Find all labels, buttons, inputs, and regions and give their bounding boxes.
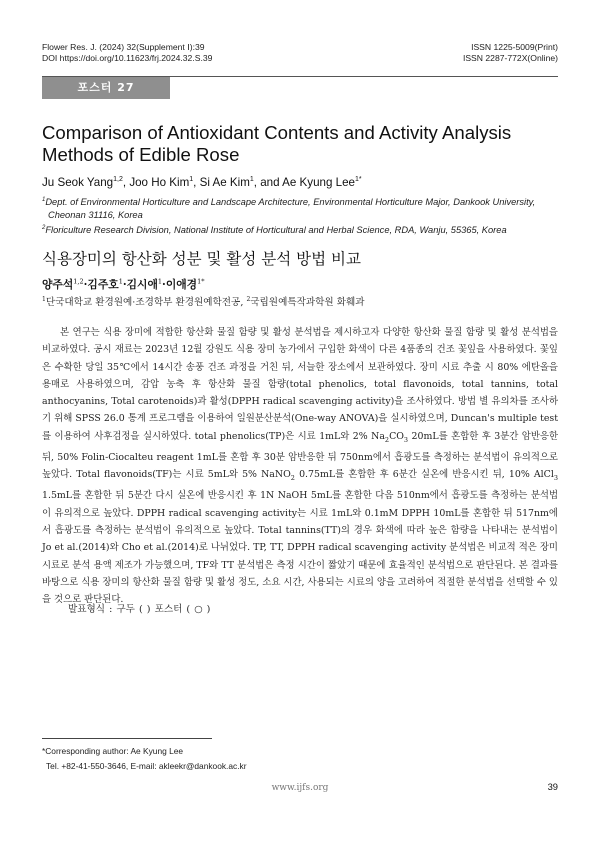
- subscript: 3: [403, 435, 409, 444]
- author-affil-mark: 1: [157, 277, 163, 286]
- author-name-ko: 김시애: [126, 278, 158, 291]
- korean-affiliations: [42, 294, 365, 308]
- affil-text-ko: 국립원예특작과학원 화훼과: [250, 297, 365, 308]
- author-connector: ,: [193, 176, 200, 189]
- author-sep: ·: [83, 278, 88, 291]
- abstract-text: CO: [389, 430, 404, 442]
- affil-text: Floriculture Research Division, National Institute of Horticultural and Herbal Science, RDA, Wanju, 55365, Korea: [45, 225, 507, 236]
- issn-header: [463, 42, 558, 64]
- author-affil-mark: 1,2: [73, 277, 84, 286]
- subscript: 2: [384, 435, 390, 444]
- affil-text-cont: Cheonan 31116, Korea: [48, 210, 143, 221]
- author-affil-mark: 1: [118, 277, 123, 286]
- affil-text-ko: 단국대학교 환경원예·조경학부 환경원예학전공,: [45, 297, 247, 308]
- contact-info: Tel. +82-41-550-3646, E-mail: akleekr@dankook.ac.kr: [46, 761, 247, 771]
- english-authors: [42, 176, 362, 189]
- corresponding-author: *Corresponding author: Ae Kyung Lee: [42, 746, 184, 756]
- author-name-ko: 이애경: [165, 278, 198, 291]
- author-affil-mark: 1*: [354, 176, 362, 184]
- journal-citation: Flower Res. J. (2024) 32(Supplement Ⅰ):39: [42, 42, 205, 52]
- affil-mark: 2: [246, 295, 251, 303]
- journal-header: [42, 42, 212, 64]
- poster-number-banner: 포스터 27: [42, 77, 170, 99]
- affiliation-1: [42, 194, 558, 222]
- author-affil-mark: 1: [189, 176, 194, 184]
- affiliation-2: [42, 222, 558, 237]
- author-name: Ju Seok Yang: [42, 176, 114, 189]
- abstract-text: 1.5mL를 혼합한 뒤 5분간 다시 실온에 반응시킨 후 1N NaOH 5mL를 혼합한 다음 510nm에서 흡광도를 측정하는 분석법이 유의적으로 높았다. DPPH radical scavenging activity는 시료 1mL와 0.1mM DPPH 10mL를 혼합한 뒤 517nm에서 흡광도를 측정하는 분석법이 유의적으로 높았다. Total tannins(TT)의 경우 화색에 따라 높은 함량을 나타내는 분석법이 Jo et al.(2014)와 Cho et al.(2014)로 나뉘었다. TP, TT, DPPH radical scavenging activity 분석법은 비교적 적은 장미 시료로 분석 용액 제조가 가능했으며, TF와 TT 분석법은 측정 시간이 짧았기 때문에 효율적인 분석법으로 판단된다. 본 결과를 바탕으로 식용 장미의 항산화 물질 함량 및 활성 정도, 소요 시간, 사용되는 시료의 양을 고려하여 적절한 분석법을 선택할 수 있을 것으로 판단된다.: [42, 490, 558, 606]
- author-sep: ·: [122, 278, 127, 291]
- author-name: Joo Ho Kim: [129, 176, 190, 189]
- abstract-text: 0.75mL를 혼합한 후 6분간 실온에 반응시킨 뒤, 10% AlCl: [294, 469, 554, 481]
- subscript: 2: [290, 474, 295, 483]
- author-name: Si Ae Kim: [199, 176, 250, 189]
- affil-mark: 1: [42, 197, 46, 203]
- author-affil-mark: 1*: [197, 277, 205, 286]
- author-affil-mark: 1: [249, 176, 254, 184]
- affil-text: Dept. of Environmental Horticulture and Landscape Architecture, Environmental Horticulture Major, Dankook University,: [45, 197, 536, 208]
- abstract-text: 20mL를 혼합한 후 3분간 암반응한 뒤, 50% Folin-Ciocalteu reagent 1mL를 혼합 후 30분 암반응한 뒤 750nm에서 흡광도를 측정하는 분석법이 유의적으로 높았다. Total flavonoids(TF)는 시료 5mL와 5% NaNO: [42, 430, 558, 481]
- abstract-text: 본 연구는 식용 장미에 적합한 항산화 물질 함량 및 활성 분석법을 제시하고자 다양한 항산화 물질 함량 및 활성 분석법을 비교하였다. 공시 재료는 2023년 12월 강원도 식용 장미 농가에서 구입한 화색이 다른 4품종의 건조 꽃잎을 사용하였다. 꽃잎은 수확한 당일 35℃에서 14시간 송풍 건조 과정을 거친 뒤, 서늘한 장소에서 보관하였다. 장미 시료 추출 시 80% 에탄올을 용매로 사용하였으며, 감압 농축 후 항산화 물질 함량(total phenolics, total flavonoids, total tannins, total anthocyanins, Total carotenoids)과 활성(DPPH radical scavenging activity)을 조사하였다. 방법 별 유의차를 조사하기 위해 SPSS 26.0 통계 프로그램을 이용하여 일원분산분석(One-way ANOVA)을 실시하였으며, Duncan's multiple test를 이용하여 사후검정을 실시하였다. total phenolics(TP)은 시료 1mL와 2% Na: [42, 327, 558, 442]
- footnote-rule: [42, 738, 212, 739]
- affil-mark: 1: [42, 295, 46, 303]
- presentation-format: 발표형식 : 구두 ( ) 포스터 ( ○ ): [68, 604, 211, 615]
- doi-link[interactable]: DOI https://doi.org/10.11623/frj.2024.32.S.39: [42, 53, 213, 63]
- author-connector: , and: [253, 176, 283, 189]
- journal-website[interactable]: www.ijfs.org: [271, 783, 329, 793]
- corresponding-author-footnote: [42, 744, 247, 774]
- page-number: 39: [547, 781, 558, 792]
- author-name: Ae Kyung Lee: [282, 176, 355, 189]
- author-sep: ·: [162, 278, 166, 291]
- english-affiliations: [42, 194, 558, 237]
- abstract-body: [42, 324, 558, 609]
- korean-title: 식용장미의 항산화 성분 및 활성 분석 방법 비교: [42, 250, 361, 268]
- author-connector: ,: [122, 176, 130, 189]
- english-title: Comparison of Antioxidant Contents and Activity Analysis Methods of Edible Rose: [42, 122, 512, 165]
- korean-authors: [42, 277, 205, 292]
- author-name-ko: 양주석: [42, 278, 74, 291]
- issn-online: ISSN 2287-772X(Online): [462, 53, 558, 63]
- subscript: 3: [553, 474, 558, 483]
- author-name-ko: 김주호: [87, 278, 119, 291]
- author-affil-mark: 1,2: [113, 176, 123, 184]
- affil-mark: 2: [42, 225, 46, 232]
- issn-print: ISSN 1225-5009(Print): [471, 42, 558, 52]
